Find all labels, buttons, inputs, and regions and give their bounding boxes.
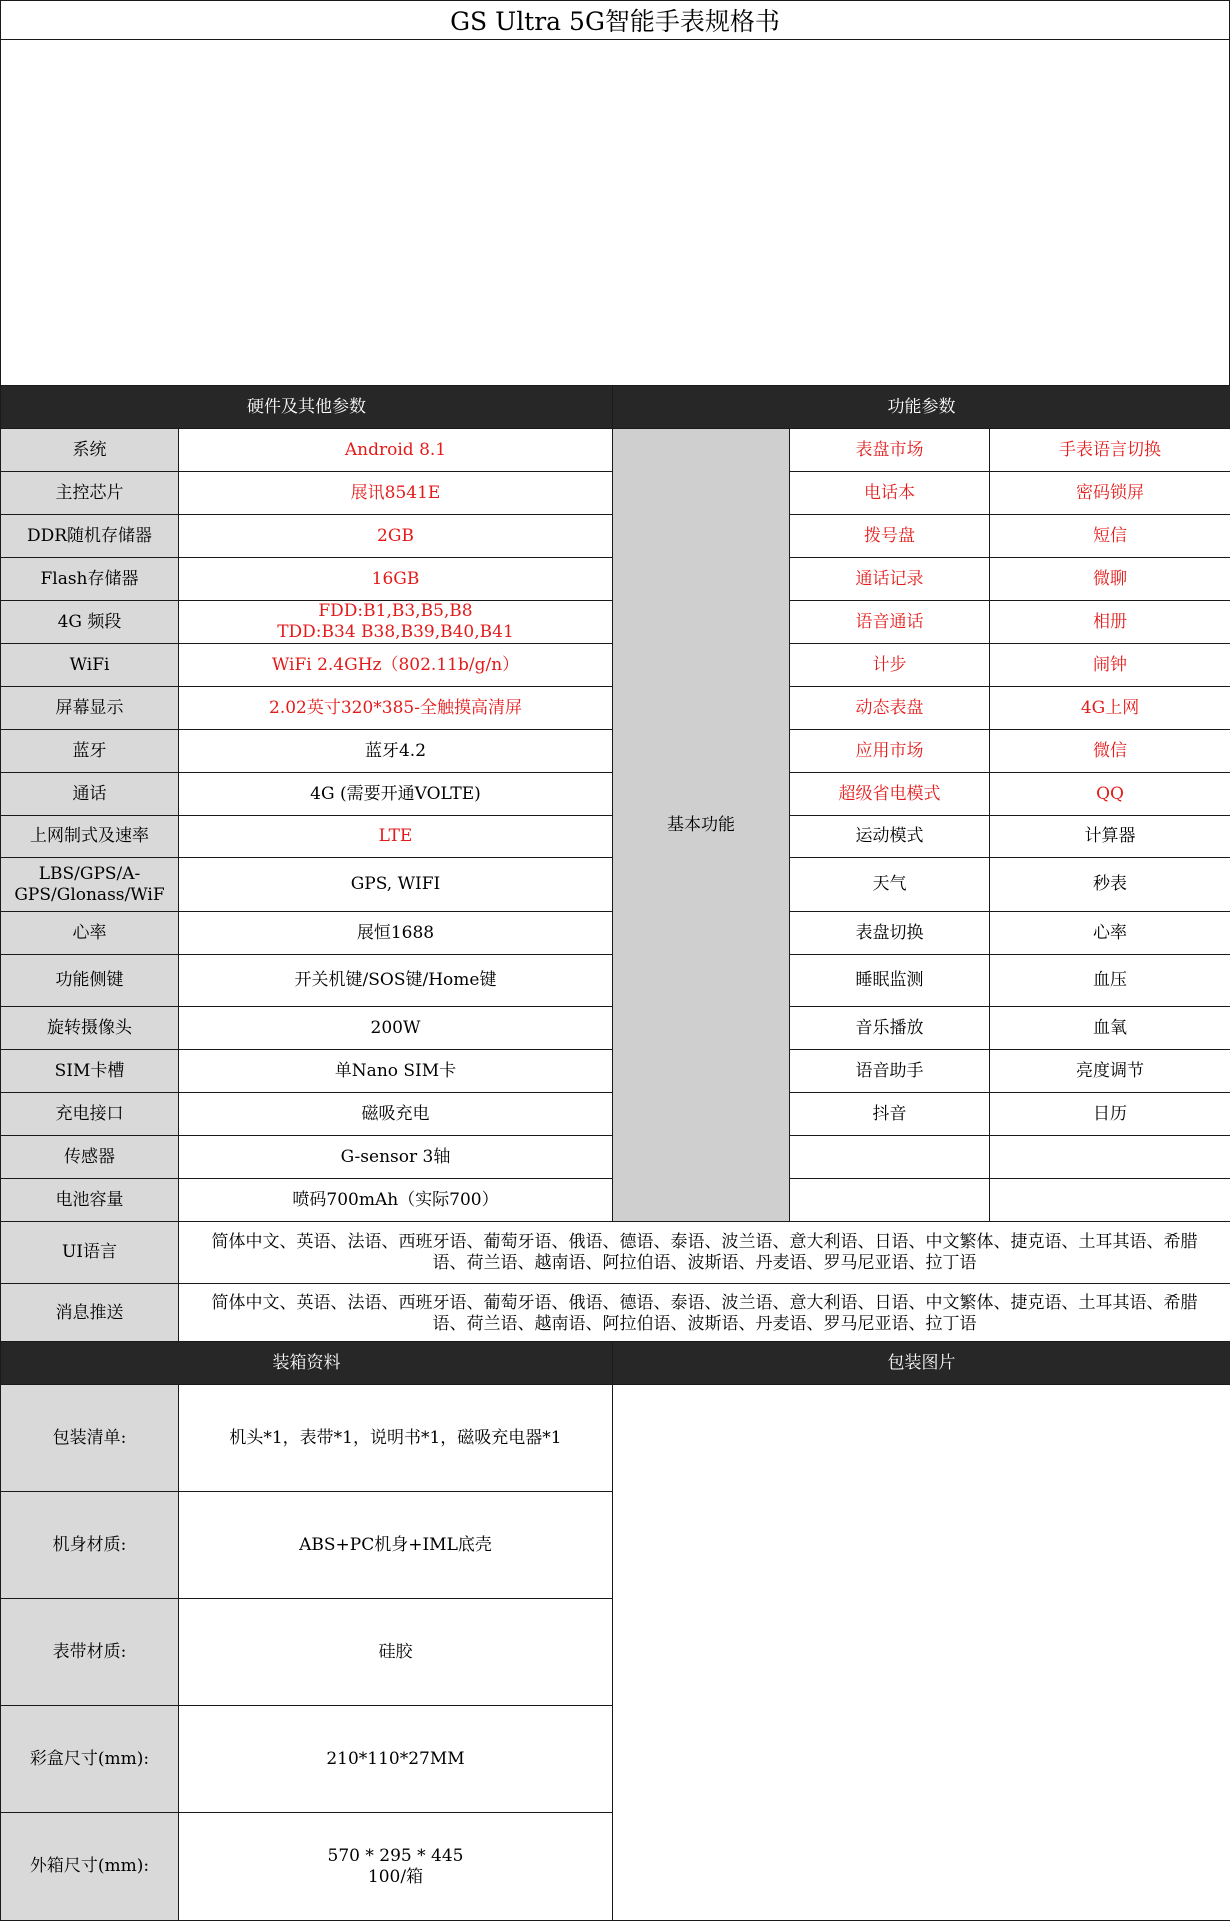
spec-value: WiFi 2.4GHz（802.11b/g/n）: [179, 644, 613, 687]
function-item: 短信: [990, 515, 1230, 558]
product-image-area: [0, 39, 1230, 386]
language-line: 语、荷兰语、越南语、阿拉伯语、波斯语、丹麦语、罗马尼亚语、拉丁语: [183, 1253, 1226, 1274]
function-item: 亮度调节: [990, 1050, 1230, 1093]
spec-value: 2.02英寸320*385-全触摸高清屏: [179, 687, 613, 730]
function-item: 微信: [990, 730, 1230, 773]
function-item: 手表语言切换: [990, 429, 1230, 472]
function-item: 日历: [990, 1093, 1230, 1136]
spec-value: 磁吸充电: [179, 1093, 613, 1136]
spec-label: 4G 频段: [1, 601, 179, 644]
packing-value-line: 570 * 295 * 445: [183, 1846, 608, 1867]
spec-value: 蓝牙4.2: [179, 730, 613, 773]
function-item: 计算器: [990, 816, 1230, 858]
spec-label: 屏幕显示: [1, 687, 179, 730]
language-line: 语、荷兰语、越南语、阿拉伯语、波斯语、丹麦语、罗马尼亚语、拉丁语: [183, 1314, 1226, 1335]
function-item: 拨号盘: [790, 515, 990, 558]
spec-value: 200W: [179, 1007, 613, 1050]
packing-value: ABS+PC机身+IML底壳: [179, 1492, 613, 1599]
spec-value: 4G (需要开通VOLTE): [179, 773, 613, 816]
function-item: 语音助手: [790, 1050, 990, 1093]
packing-value: 机头*1，表带*1，说明书*1，磁吸充电器*1: [179, 1385, 613, 1492]
packing-label: 表带材质:: [1, 1599, 179, 1706]
spec-label: 主控芯片: [1, 472, 179, 515]
function-item: 语音通话: [790, 601, 990, 644]
package-images-area: [613, 1385, 1230, 1921]
spec-label: 电池容量: [1, 1179, 179, 1222]
spec-label: 系统: [1, 429, 179, 472]
function-item: 表盘切换: [790, 912, 990, 955]
packing-value: 210*110*27MM: [179, 1706, 613, 1813]
spec-value-line: TDD:B34 B38,B39,B40,B41: [183, 622, 608, 643]
function-item: [990, 1179, 1230, 1222]
spec-label: 蓝牙: [1, 730, 179, 773]
ui-language-label: UI语言: [1, 1222, 179, 1284]
function-item: 秒表: [990, 858, 1230, 912]
spec-value: 喷码700mAh（实际700）: [179, 1179, 613, 1222]
function-item: 心率: [990, 912, 1230, 955]
function-item: 表盘市场: [790, 429, 990, 472]
spec-value-line: FDD:B1,B3,B5,B8: [183, 601, 608, 622]
function-item: 音乐播放: [790, 1007, 990, 1050]
function-item: 天气: [790, 858, 990, 912]
ui-language-list: [179, 1222, 1230, 1284]
spec-value: 展恒1688: [179, 912, 613, 955]
function-item: [790, 1179, 990, 1222]
packing-section-header: 装箱资料: [1, 1342, 613, 1385]
function-item: 血压: [990, 955, 1230, 1007]
packing-value: 硅胶: [179, 1599, 613, 1706]
function-item: [990, 1136, 1230, 1179]
page-title: GS Ultra 5G智能手表规格书: [0, 0, 1230, 40]
function-item: 运动模式: [790, 816, 990, 858]
function-item: 电话本: [790, 472, 990, 515]
language-line: 简体中文、英语、法语、西班牙语、葡萄牙语、俄语、德语、泰语、波兰语、意大利语、日语、中文繁体、捷克语、土耳其语、希腊: [183, 1293, 1226, 1314]
hardware-section-header: 硬件及其他参数: [1, 386, 613, 429]
packing-value: [179, 1813, 613, 1921]
packing-value-line: 100/箱: [183, 1867, 608, 1888]
function-item: 超级省电模式: [790, 773, 990, 816]
spec-label: 通话: [1, 773, 179, 816]
spec-value: 2GB: [179, 515, 613, 558]
function-item: 相册: [990, 601, 1230, 644]
function-item: 计步: [790, 644, 990, 687]
spec-label: 充电接口: [1, 1093, 179, 1136]
packing-label: 机身材质:: [1, 1492, 179, 1599]
function-item: 密码锁屏: [990, 472, 1230, 515]
spec-label: 心率: [1, 912, 179, 955]
function-item: QQ: [990, 773, 1230, 816]
function-item: [790, 1136, 990, 1179]
spec-label: 功能侧键: [1, 955, 179, 1007]
spec-label-line: LBS/GPS/A-: [5, 864, 174, 885]
function-item: 闹钟: [990, 644, 1230, 687]
packing-table: [0, 1341, 1230, 1921]
spec-value: G-sensor 3轴: [179, 1136, 613, 1179]
function-item: 应用市场: [790, 730, 990, 773]
spec-label: 上网制式及速率: [1, 816, 179, 858]
package-images-header: 包装图片: [613, 1342, 1230, 1385]
push-language-label: 消息推送: [1, 1284, 179, 1344]
spec-label: SIM卡槽: [1, 1050, 179, 1093]
spec-value: 16GB: [179, 558, 613, 601]
basic-functions-label: 基本功能: [613, 429, 790, 1222]
function-item: 抖音: [790, 1093, 990, 1136]
packing-label: 外箱尺寸(mm):: [1, 1813, 179, 1921]
function-item: 微聊: [990, 558, 1230, 601]
spec-label: [1, 858, 179, 912]
function-item: 动态表盘: [790, 687, 990, 730]
function-item: 4G上网: [990, 687, 1230, 730]
spec-label: DDR随机存储器: [1, 515, 179, 558]
spec-value: GPS, WIFI: [179, 858, 613, 912]
spec-value: 展讯8541E: [179, 472, 613, 515]
spec-label: 传感器: [1, 1136, 179, 1179]
spec-label: 旋转摄像头: [1, 1007, 179, 1050]
function-item: 血氧: [990, 1007, 1230, 1050]
spec-value: Android 8.1: [179, 429, 613, 472]
packing-label: 彩盒尺寸(mm):: [1, 1706, 179, 1813]
function-item: 睡眠监测: [790, 955, 990, 1007]
spec-value: 开关机键/SOS键/Home键: [179, 955, 613, 1007]
functions-section-header: 功能参数: [613, 386, 1230, 429]
function-item: 通话记录: [790, 558, 990, 601]
push-language-list: [179, 1284, 1230, 1344]
packing-label: 包装清单:: [1, 1385, 179, 1492]
spec-table: [0, 385, 1230, 1344]
spec-label-line: GPS/Glonass/WiF: [5, 885, 174, 906]
spec-label: WiFi: [1, 644, 179, 687]
spec-value: [179, 601, 613, 644]
language-line: 简体中文、英语、法语、西班牙语、葡萄牙语、俄语、德语、泰语、波兰语、意大利语、日语、中文繁体、捷克语、土耳其语、希腊: [183, 1232, 1226, 1253]
spec-label: Flash存储器: [1, 558, 179, 601]
spec-value: LTE: [179, 816, 613, 858]
spec-value: 单Nano SIM卡: [179, 1050, 613, 1093]
